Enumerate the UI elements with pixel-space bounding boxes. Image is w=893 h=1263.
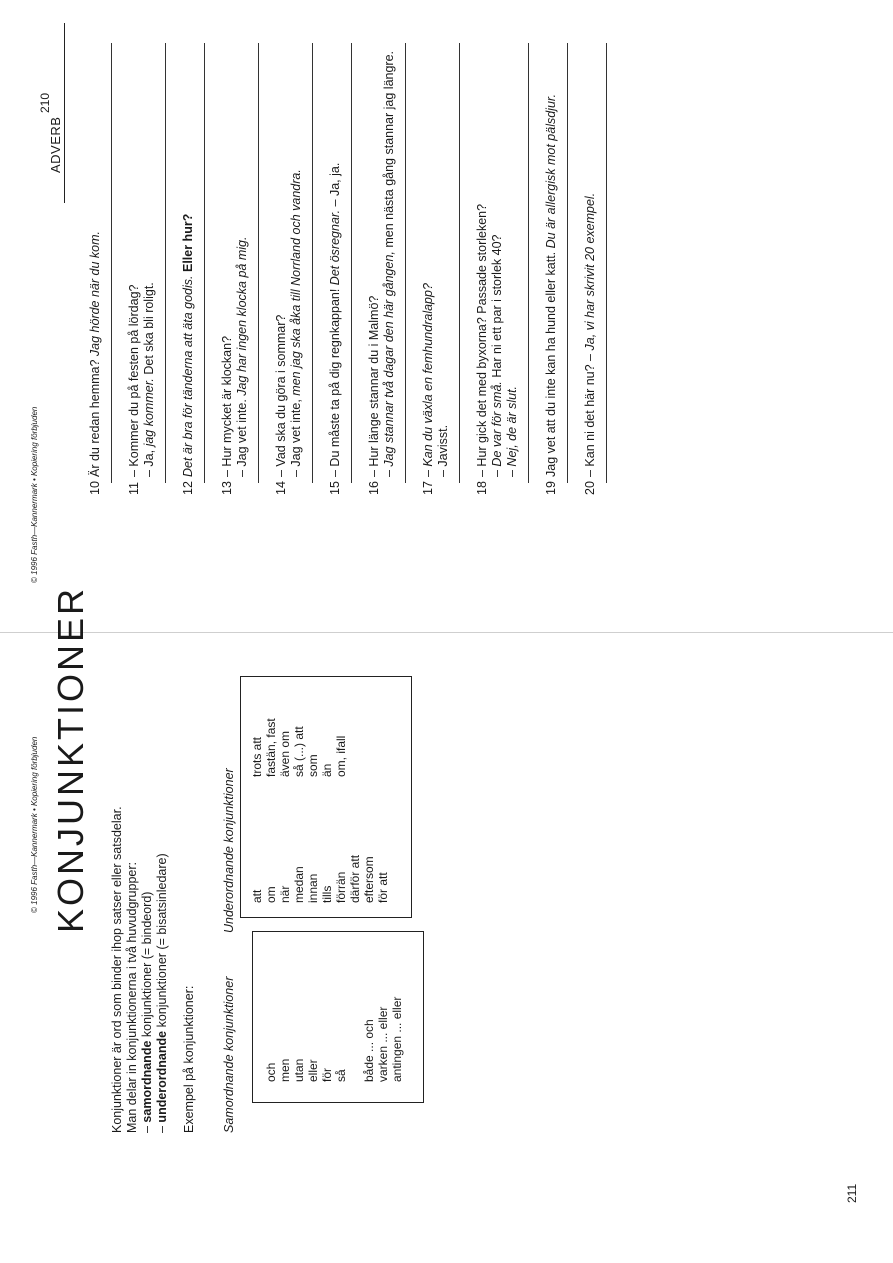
exercise-line: [421, 283, 436, 495]
answer-line: [111, 43, 112, 483]
conjunction-word: förrän: [334, 871, 348, 903]
text-run: Har ni ett par i storlek 40?: [490, 234, 504, 382]
answer-line: [606, 43, 607, 483]
text-run: Nej, de är slut.: [505, 385, 519, 467]
answer-line: [567, 43, 568, 483]
conjunction-word: även om: [278, 730, 292, 777]
coordinating-heading: Samordnande konjunktioner: [222, 976, 236, 1133]
conjunction-word: antingen ... eller: [390, 996, 404, 1082]
conjunction-word: eller: [306, 1059, 320, 1082]
text-run: Jag stannar två dagar den här gången,: [382, 251, 396, 467]
text-run: – Hur gick det med byxorna? Passade storleken?: [475, 203, 489, 477]
conjunction-word: fastän, fast: [264, 718, 278, 777]
conjunction-word: därför att: [348, 854, 362, 903]
text-run: – Ja,: [142, 446, 156, 477]
conjunction-word: medan: [292, 866, 306, 903]
conjunction-word: men: [278, 1058, 292, 1082]
exercise-line: [544, 94, 559, 495]
text-run: konjunktioner (= bisatsinledare): [155, 853, 169, 1031]
subordinating-heading: Underordnande konjunktioner: [222, 768, 236, 933]
text-run: –: [382, 466, 396, 477]
text-run: – Hur länge stannar du i Malmö?: [367, 295, 381, 477]
answer-line: [165, 43, 166, 483]
text-run: –: [505, 466, 519, 477]
text-run: Man delar in konjunktionerna i två huvudgrupper:: [125, 861, 139, 1133]
text-run: Kan du växla en femhundralapp?: [421, 283, 435, 467]
conjunction-word: än: [320, 763, 334, 777]
conjunction-word: eftersom: [362, 856, 376, 903]
exercise-line: [436, 425, 451, 477]
section-header: ADVERB: [48, 116, 63, 173]
text-run: – Jag vet inte,: [289, 395, 303, 477]
conjunction-word: när: [278, 885, 292, 903]
header-rule: [64, 23, 65, 203]
exercise-number: 15: [328, 481, 342, 495]
text-run: – Jag vet inte.: [235, 395, 249, 477]
text-run: jag kommer.: [142, 378, 156, 447]
exercise-line: [142, 282, 157, 477]
conjunction-word: att: [250, 889, 264, 903]
page-number-211: 211: [845, 1183, 859, 1203]
text-run: De var för små.: [490, 381, 504, 467]
conjunction-word: om, ifall: [334, 735, 348, 777]
exercise-line: [583, 193, 598, 495]
text-run: Det ska bli roligt.: [142, 282, 156, 379]
exercise-line: [382, 51, 397, 477]
exercise-line: [181, 214, 196, 495]
intro-text: [110, 806, 170, 1133]
text-run: Konjunktioner är ord som binder ihop satser eller satsdelar.: [110, 806, 124, 1133]
conjunction-word: som: [306, 754, 320, 777]
exercise-line: [274, 315, 289, 495]
conjunction-word: innan: [306, 873, 320, 903]
subordinating-box: [240, 676, 412, 918]
conjunction-word: om: [264, 886, 278, 903]
conjunction-word: och: [264, 1062, 278, 1082]
text-run: samordnande: [140, 1040, 154, 1123]
text-run: – Du måste ta på dig regnkappan!: [328, 285, 342, 477]
exercise-number: 11: [127, 482, 141, 495]
exercise-number: 14: [274, 481, 288, 495]
text-run: – Vad ska du göra i sommar?: [274, 314, 288, 477]
copyright-left: © 1996 Fasth—Kannermark • Kopiering förbjuden: [30, 406, 39, 583]
answer-line: [204, 43, 205, 483]
text-run: Jag hörde när du kom.: [88, 231, 102, 357]
text-run: konjunktioner (= bindeord): [140, 891, 154, 1041]
exercise-line: [328, 163, 343, 495]
conjunction-word: för att: [376, 872, 390, 903]
text-run: men jag ska åka till Norrland och vandra.: [289, 169, 303, 396]
exercise-number: 17: [421, 481, 435, 495]
text-run: – Ja, ja.: [328, 162, 342, 210]
text-run: Det är bra för tänderna att äta godis.: [181, 275, 195, 477]
exercise-number: 12: [181, 481, 195, 495]
exercise-line: [475, 204, 490, 495]
exercise-line: [490, 235, 505, 477]
intro-line: [110, 806, 125, 1133]
answer-line: [405, 43, 406, 483]
exercise-line: [505, 386, 520, 477]
exercise-line: [289, 169, 304, 477]
copyright-right: © 1996 Fasth—Kannermark • Kopiering förbjuden: [30, 736, 39, 913]
text-run: Det ösregnar.: [328, 209, 342, 286]
text-run: – Javisst.: [436, 424, 450, 477]
exercise-line: [88, 231, 103, 495]
text-run: – Kan ni det här nu?: [583, 360, 597, 477]
exercise-number: 16: [367, 481, 381, 495]
text-run: – Ja, vi har skrivit 20 exempel.: [583, 192, 597, 361]
text-run: – Kommer du på festen på lördag?: [127, 284, 141, 477]
coordinating-box: [252, 931, 424, 1103]
intro-line: [155, 806, 170, 1133]
text-run: men nästa gång stannar jag längre.: [382, 50, 396, 252]
page-number-210: 210: [38, 92, 52, 113]
exercise-number: 13: [220, 481, 234, 495]
text-run: – Hur mycket är klockan?: [220, 335, 234, 477]
answer-line: [528, 43, 529, 483]
text-run: underordnande: [155, 1030, 169, 1123]
text-run: –: [155, 1122, 169, 1133]
exercise-line: [235, 237, 250, 477]
answer-line: [312, 43, 313, 483]
conjunction-word: tills: [320, 885, 334, 903]
conjunction-word: varken ... eller: [376, 1006, 390, 1082]
intro-line: [140, 806, 155, 1133]
answer-line: [351, 43, 352, 483]
text-run: Jag har ingen klocka på mig.: [235, 236, 249, 396]
exercise-number: 18: [475, 481, 489, 495]
text-run: Jag vet att du inte kan ha hund eller katt.: [544, 248, 558, 477]
conjunction-word: utan: [292, 1058, 306, 1082]
text-run: –: [490, 466, 504, 477]
conjunction-word: trots att: [250, 736, 264, 777]
exercise-number: 10: [88, 481, 102, 495]
page-title: KONJUNKTIONER: [50, 585, 91, 933]
conjunction-word: både ... och: [362, 1019, 376, 1082]
text-run: –: [421, 466, 435, 477]
conjunction-word: för: [320, 1067, 334, 1082]
exercise-line: [367, 296, 382, 495]
exercise-line: [220, 336, 235, 495]
conjunction-word: så (...) att: [292, 726, 306, 777]
conjunction-word: så: [334, 1069, 348, 1082]
text-run: Eller hur?: [181, 213, 195, 276]
answer-line: [459, 43, 460, 483]
text-run: Du är allergisk mot pälsdjur.: [544, 93, 558, 249]
intro-line: [125, 806, 140, 1133]
answer-line: [258, 43, 259, 483]
exercise-number: 20: [583, 481, 597, 495]
examples-heading: Exempel på konjunktioner:: [182, 985, 196, 1133]
text-run: Är du redan hemma?: [88, 356, 102, 477]
exercise-number: 19: [544, 481, 558, 495]
exercise-line: [127, 285, 142, 495]
text-run: –: [140, 1122, 154, 1133]
